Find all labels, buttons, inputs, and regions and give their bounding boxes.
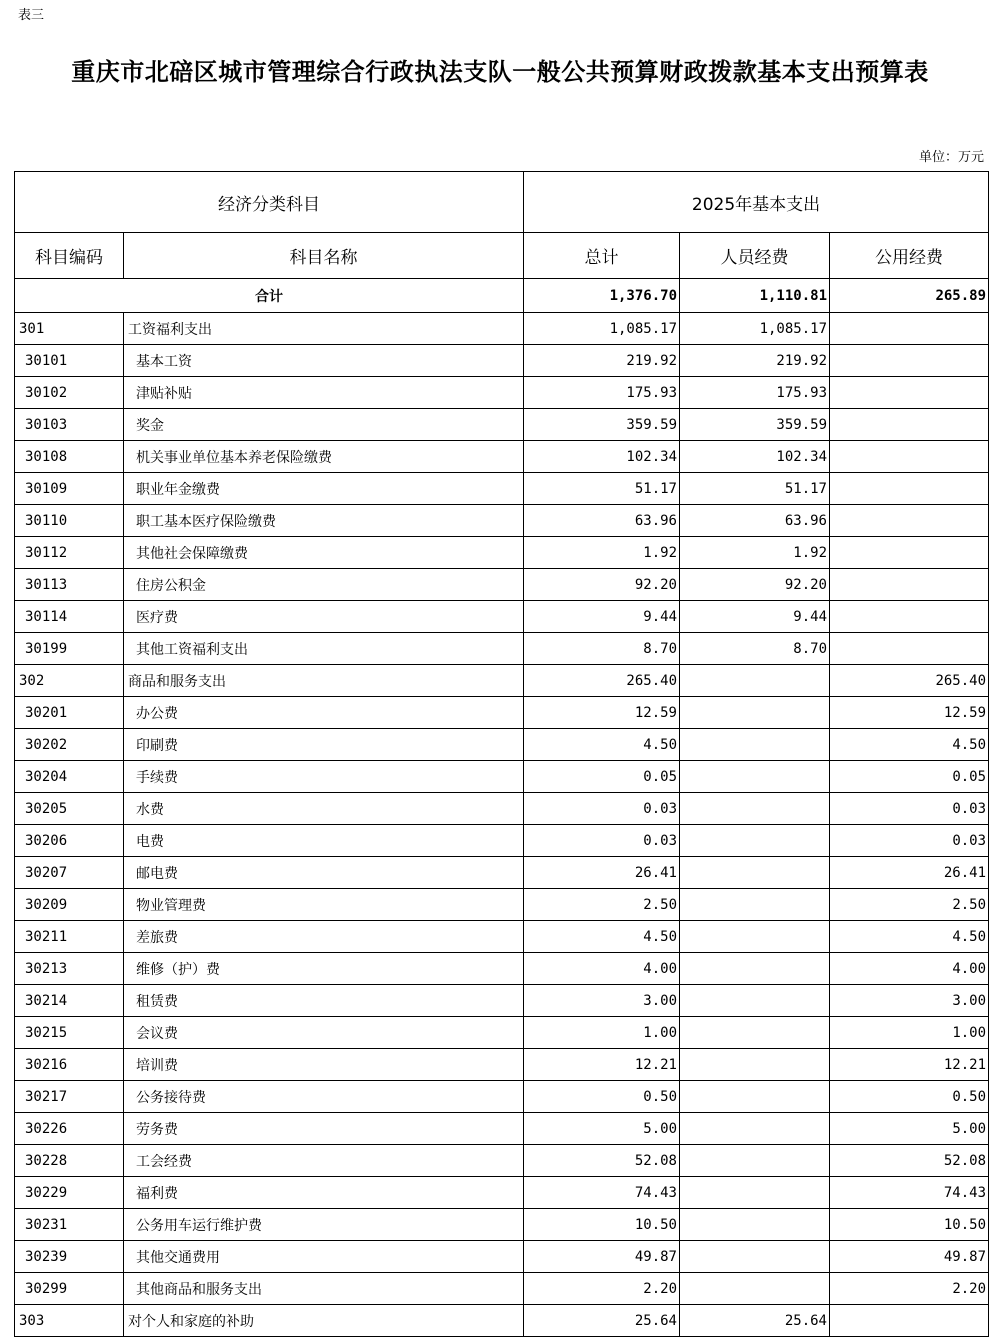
header-basic-expenditure: 2025年基本支出 <box>524 172 989 233</box>
row-name: 津贴补贴 <box>124 377 524 409</box>
row-name: 其他交通费用 <box>124 1241 524 1273</box>
total-public: 265.89 <box>830 279 989 313</box>
row-code: 30205 <box>15 793 124 825</box>
row-personnel <box>680 825 830 857</box>
row-public: 49.87 <box>830 1241 989 1273</box>
row-code: 30202 <box>15 729 124 761</box>
row-code: 30103 <box>15 409 124 441</box>
row-code: 30214 <box>15 985 124 1017</box>
row-personnel <box>680 697 830 729</box>
table-row <box>15 1209 989 1241</box>
row-name: 公务用车运行维护费 <box>124 1209 524 1241</box>
row-total: 0.03 <box>524 793 680 825</box>
row-public: 4.50 <box>830 921 989 953</box>
table-row <box>15 633 989 665</box>
row-personnel <box>680 1177 830 1209</box>
row-name: 电费 <box>124 825 524 857</box>
row-public: 52.08 <box>830 1145 989 1177</box>
row-personnel: 102.34 <box>680 441 830 473</box>
row-public <box>830 601 989 633</box>
row-public <box>830 345 989 377</box>
table-row <box>15 857 989 889</box>
row-name: 差旅费 <box>124 921 524 953</box>
row-name: 其他社会保障缴费 <box>124 537 524 569</box>
row-name: 物业管理费 <box>124 889 524 921</box>
table-row <box>15 761 989 793</box>
row-total: 4.50 <box>524 729 680 761</box>
row-code: 303 <box>15 1305 124 1337</box>
row-total: 49.87 <box>524 1241 680 1273</box>
table-row <box>15 345 989 377</box>
row-public: 4.50 <box>830 729 989 761</box>
row-public: 2.20 <box>830 1273 989 1305</box>
row-total: 1,085.17 <box>524 313 680 345</box>
row-name: 奖金 <box>124 409 524 441</box>
row-total: 52.08 <box>524 1145 680 1177</box>
row-public <box>830 505 989 537</box>
row-name: 工资福利支出 <box>124 313 524 345</box>
table-row <box>15 1145 989 1177</box>
row-personnel <box>680 985 830 1017</box>
row-total: 2.50 <box>524 889 680 921</box>
row-personnel: 175.93 <box>680 377 830 409</box>
table-row <box>15 697 989 729</box>
row-personnel: 63.96 <box>680 505 830 537</box>
row-public: 26.41 <box>830 857 989 889</box>
row-code: 30204 <box>15 761 124 793</box>
row-personnel <box>680 1049 830 1081</box>
row-code: 30239 <box>15 1241 124 1273</box>
table-row <box>15 1113 989 1145</box>
row-public: 0.50 <box>830 1081 989 1113</box>
row-personnel <box>680 729 830 761</box>
row-public <box>830 409 989 441</box>
row-total: 265.40 <box>524 665 680 697</box>
table-row <box>15 921 989 953</box>
row-name: 邮电费 <box>124 857 524 889</box>
row-name: 医疗费 <box>124 601 524 633</box>
row-personnel: 9.44 <box>680 601 830 633</box>
row-total: 175.93 <box>524 377 680 409</box>
row-personnel: 1,085.17 <box>680 313 830 345</box>
row-public <box>830 441 989 473</box>
row-personnel <box>680 1081 830 1113</box>
row-name: 水费 <box>124 793 524 825</box>
row-name: 办公费 <box>124 697 524 729</box>
budget-table <box>14 171 989 1337</box>
row-total: 102.34 <box>524 441 680 473</box>
row-total: 2.20 <box>524 1273 680 1305</box>
table-row <box>15 1017 989 1049</box>
row-personnel: 1.92 <box>680 537 830 569</box>
row-personnel <box>680 1273 830 1305</box>
row-personnel <box>680 1113 830 1145</box>
row-code: 30201 <box>15 697 124 729</box>
row-personnel: 219.92 <box>680 345 830 377</box>
row-name: 公务接待费 <box>124 1081 524 1113</box>
row-public <box>830 537 989 569</box>
row-personnel <box>680 1241 830 1273</box>
row-public: 2.50 <box>830 889 989 921</box>
row-total: 92.20 <box>524 569 680 601</box>
row-total: 219.92 <box>524 345 680 377</box>
row-code: 30213 <box>15 953 124 985</box>
row-public: 5.00 <box>830 1113 989 1145</box>
row-code: 30211 <box>15 921 124 953</box>
row-code: 30209 <box>15 889 124 921</box>
row-code: 30112 <box>15 537 124 569</box>
row-code: 30228 <box>15 1145 124 1177</box>
row-public: 74.43 <box>830 1177 989 1209</box>
row-name: 维修（护）费 <box>124 953 524 985</box>
row-code: 30207 <box>15 857 124 889</box>
row-public: 12.59 <box>830 697 989 729</box>
row-name: 职工基本医疗保险缴费 <box>124 505 524 537</box>
header-name: 科目名称 <box>124 233 524 279</box>
row-code: 30215 <box>15 1017 124 1049</box>
row-personnel <box>680 921 830 953</box>
row-code: 30229 <box>15 1177 124 1209</box>
table-label: 表三 <box>18 8 45 23</box>
row-public: 0.03 <box>830 793 989 825</box>
row-name: 培训费 <box>124 1049 524 1081</box>
page-title: 重庆市北碚区城市管理综合行政执法支队一般公共预算财政拨款基本支出预算表 <box>71 57 929 86</box>
table-row <box>15 825 989 857</box>
row-personnel <box>680 953 830 985</box>
row-name: 基本工资 <box>124 345 524 377</box>
row-code: 30231 <box>15 1209 124 1241</box>
row-total: 26.41 <box>524 857 680 889</box>
row-total: 63.96 <box>524 505 680 537</box>
row-total: 1.00 <box>524 1017 680 1049</box>
row-total: 9.44 <box>524 601 680 633</box>
header-total: 总计 <box>524 233 680 279</box>
row-public: 0.03 <box>830 825 989 857</box>
row-code: 30217 <box>15 1081 124 1113</box>
table-row <box>15 505 989 537</box>
row-code: 301 <box>15 313 124 345</box>
row-code: 30110 <box>15 505 124 537</box>
row-code: 30108 <box>15 441 124 473</box>
table-row <box>15 569 989 601</box>
row-name: 商品和服务支出 <box>124 665 524 697</box>
table-row <box>15 1241 989 1273</box>
table-row <box>15 1305 989 1337</box>
row-public <box>830 473 989 505</box>
table-row <box>15 889 989 921</box>
row-code: 30102 <box>15 377 124 409</box>
table-row <box>15 1177 989 1209</box>
table-row <box>15 953 989 985</box>
header-row-group <box>15 172 989 233</box>
table-row <box>15 985 989 1017</box>
row-public <box>830 313 989 345</box>
row-total: 5.00 <box>524 1113 680 1145</box>
row-code: 30216 <box>15 1049 124 1081</box>
table-row <box>15 729 989 761</box>
table-row <box>15 537 989 569</box>
table-row <box>15 1273 989 1305</box>
row-personnel <box>680 1145 830 1177</box>
row-personnel: 8.70 <box>680 633 830 665</box>
row-personnel: 359.59 <box>680 409 830 441</box>
header-code: 科目编码 <box>15 233 124 279</box>
header-row-columns <box>15 233 989 279</box>
row-total: 10.50 <box>524 1209 680 1241</box>
row-public: 0.05 <box>830 761 989 793</box>
table-row <box>15 377 989 409</box>
row-personnel <box>680 665 830 697</box>
row-total: 359.59 <box>524 409 680 441</box>
row-public: 12.21 <box>830 1049 989 1081</box>
row-total: 4.50 <box>524 921 680 953</box>
row-total: 51.17 <box>524 473 680 505</box>
table-row <box>15 1081 989 1113</box>
row-name: 印刷费 <box>124 729 524 761</box>
row-code: 30199 <box>15 633 124 665</box>
row-personnel: 92.20 <box>680 569 830 601</box>
row-public: 1.00 <box>830 1017 989 1049</box>
row-public: 3.00 <box>830 985 989 1017</box>
total-sum: 1,376.70 <box>524 279 680 313</box>
row-public <box>830 633 989 665</box>
table-row <box>15 473 989 505</box>
row-name: 劳务费 <box>124 1113 524 1145</box>
row-code: 30114 <box>15 601 124 633</box>
row-name: 租赁费 <box>124 985 524 1017</box>
row-name: 职业年金缴费 <box>124 473 524 505</box>
row-name: 其他商品和服务支出 <box>124 1273 524 1305</box>
row-name: 工会经费 <box>124 1145 524 1177</box>
row-name: 其他工资福利支出 <box>124 633 524 665</box>
total-row <box>15 279 989 313</box>
header-personnel: 人员经费 <box>680 233 830 279</box>
row-public <box>830 569 989 601</box>
row-total: 0.03 <box>524 825 680 857</box>
row-personnel <box>680 1017 830 1049</box>
row-code: 302 <box>15 665 124 697</box>
row-public <box>830 377 989 409</box>
total-label: 合计 <box>15 279 524 313</box>
row-code: 30101 <box>15 345 124 377</box>
row-public: 10.50 <box>830 1209 989 1241</box>
row-name: 住房公积金 <box>124 569 524 601</box>
row-total: 4.00 <box>524 953 680 985</box>
header-economic-class: 经济分类科目 <box>15 172 524 233</box>
row-code: 30206 <box>15 825 124 857</box>
row-public <box>830 1305 989 1337</box>
row-total: 8.70 <box>524 633 680 665</box>
row-personnel: 25.64 <box>680 1305 830 1337</box>
row-personnel <box>680 1209 830 1241</box>
table-row <box>15 441 989 473</box>
row-code: 30109 <box>15 473 124 505</box>
row-code: 30226 <box>15 1113 124 1145</box>
table-row <box>15 793 989 825</box>
unit-label: 单位：万元 <box>918 150 984 165</box>
table-row <box>15 1049 989 1081</box>
row-personnel <box>680 857 830 889</box>
table-row <box>15 313 989 345</box>
row-name: 会议费 <box>124 1017 524 1049</box>
total-personnel: 1,110.81 <box>680 279 830 313</box>
row-personnel <box>680 889 830 921</box>
header-public: 公用经费 <box>830 233 989 279</box>
row-name: 机关事业单位基本养老保险缴费 <box>124 441 524 473</box>
row-name: 福利费 <box>124 1177 524 1209</box>
row-personnel <box>680 761 830 793</box>
row-total: 0.05 <box>524 761 680 793</box>
row-public: 265.40 <box>830 665 989 697</box>
row-total: 12.21 <box>524 1049 680 1081</box>
row-personnel <box>680 793 830 825</box>
row-public: 4.00 <box>830 953 989 985</box>
row-personnel: 51.17 <box>680 473 830 505</box>
table-row <box>15 601 989 633</box>
table-row <box>15 665 989 697</box>
row-total: 3.00 <box>524 985 680 1017</box>
row-name: 手续费 <box>124 761 524 793</box>
row-total: 1.92 <box>524 537 680 569</box>
row-name: 对个人和家庭的补助 <box>124 1305 524 1337</box>
row-total: 74.43 <box>524 1177 680 1209</box>
row-code: 30299 <box>15 1273 124 1305</box>
row-code: 30113 <box>15 569 124 601</box>
row-total: 25.64 <box>524 1305 680 1337</box>
row-total: 12.59 <box>524 697 680 729</box>
table-row <box>15 409 989 441</box>
row-total: 0.50 <box>524 1081 680 1113</box>
